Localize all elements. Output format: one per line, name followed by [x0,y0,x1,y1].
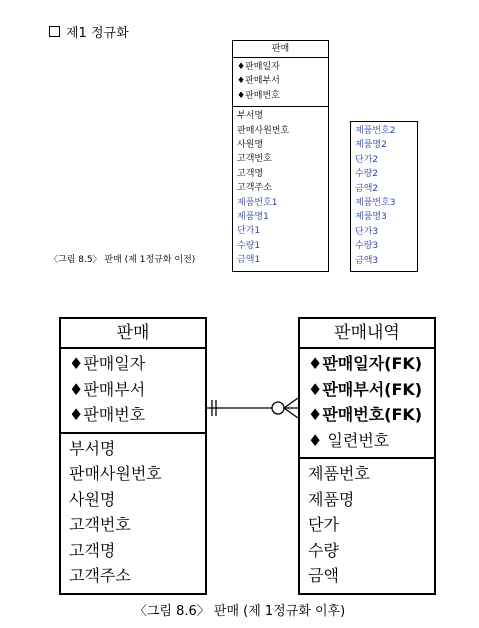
small-attr-line: 부서명 [237,111,264,122]
small-repeat-attr-line: 제품명1 [237,212,269,223]
section-heading-text: 제1 정규화 [66,26,129,41]
key-attribute: ♦ 일련번호 [308,430,390,450]
crows-foot-upper [284,398,298,408]
extra-attr-line: 금액2 [355,183,379,194]
extra-attr-line: 제품번호2 [355,126,396,136]
key-attribute: ♦판매번호(FK) [308,405,423,424]
crows-foot-lower [284,408,298,418]
attribute: 고객주소 [69,566,131,585]
entity-sales-detail-title: 판매내역 [300,319,434,349]
attribute: 단가 [308,515,339,534]
small-key-line: ♦판매부서 [237,76,280,87]
figure-caption-after: 〈그림 8.6〉 판매 (제 1정규화 이후) [133,604,346,619]
small-key-line: ♦판매번호 [237,90,280,101]
key-attribute: ♦판매일자(FK) [308,354,423,373]
small-attr-line: 고객번호 [237,154,272,165]
extra-attr-line: 수량2 [355,169,379,180]
attribute: 제품번호 [308,464,370,483]
small-entity-title: 판매 [233,41,328,58]
extra-attr-line: 금액3 [355,255,379,266]
small-attr-line: 고객주소 [237,183,272,194]
attribute: 금액 [308,566,339,585]
extra-attr-line: 제품명2 [355,140,387,151]
small-attr-line: 판매사원번호 [237,125,290,136]
entity-sales-title: 판매 [61,319,205,349]
extra-attr-line: 단가3 [355,226,379,237]
extra-attr-line: 수량3 [355,241,379,252]
key-attribute: ♦판매부서(FK) [308,379,423,399]
attribute: 고객번호 [69,515,131,534]
attribute: 사원명 [69,489,116,509]
attribute: 고객명 [69,540,116,560]
optional-circle-mark [272,402,284,414]
small-key-line: ♦판매일자 [237,62,280,72]
attribute: 수량 [308,540,339,560]
key-attribute: ♦판매일자 [69,354,146,373]
extra-attr-line: 단가2 [355,154,379,165]
key-attribute: ♦판매부서 [69,379,146,399]
small-attr-line: 고객명 [237,168,264,179]
attribute: 제품명 [308,489,355,509]
extra-attr-line: 제품번호3 [355,198,396,209]
small-repeat-attr-line: 수량1 [237,240,261,251]
small-attr-line: 사원명 [237,140,264,151]
attribute: 부서명 [69,438,116,458]
small-repeat-attr-line: 단가1 [237,226,261,237]
figure-caption-before: 〈그림 8.5〉 판매 (제 1정규화 이전) [49,255,196,265]
attribute: 판매사원번호 [69,464,162,483]
small-repeat-attr-line: 제품번호1 [237,197,278,208]
small-repeat-attr-line: 금액1 [237,255,261,266]
extra-attr-line: 제품명3 [355,212,387,223]
key-attribute: ♦판매번호 [69,405,146,424]
